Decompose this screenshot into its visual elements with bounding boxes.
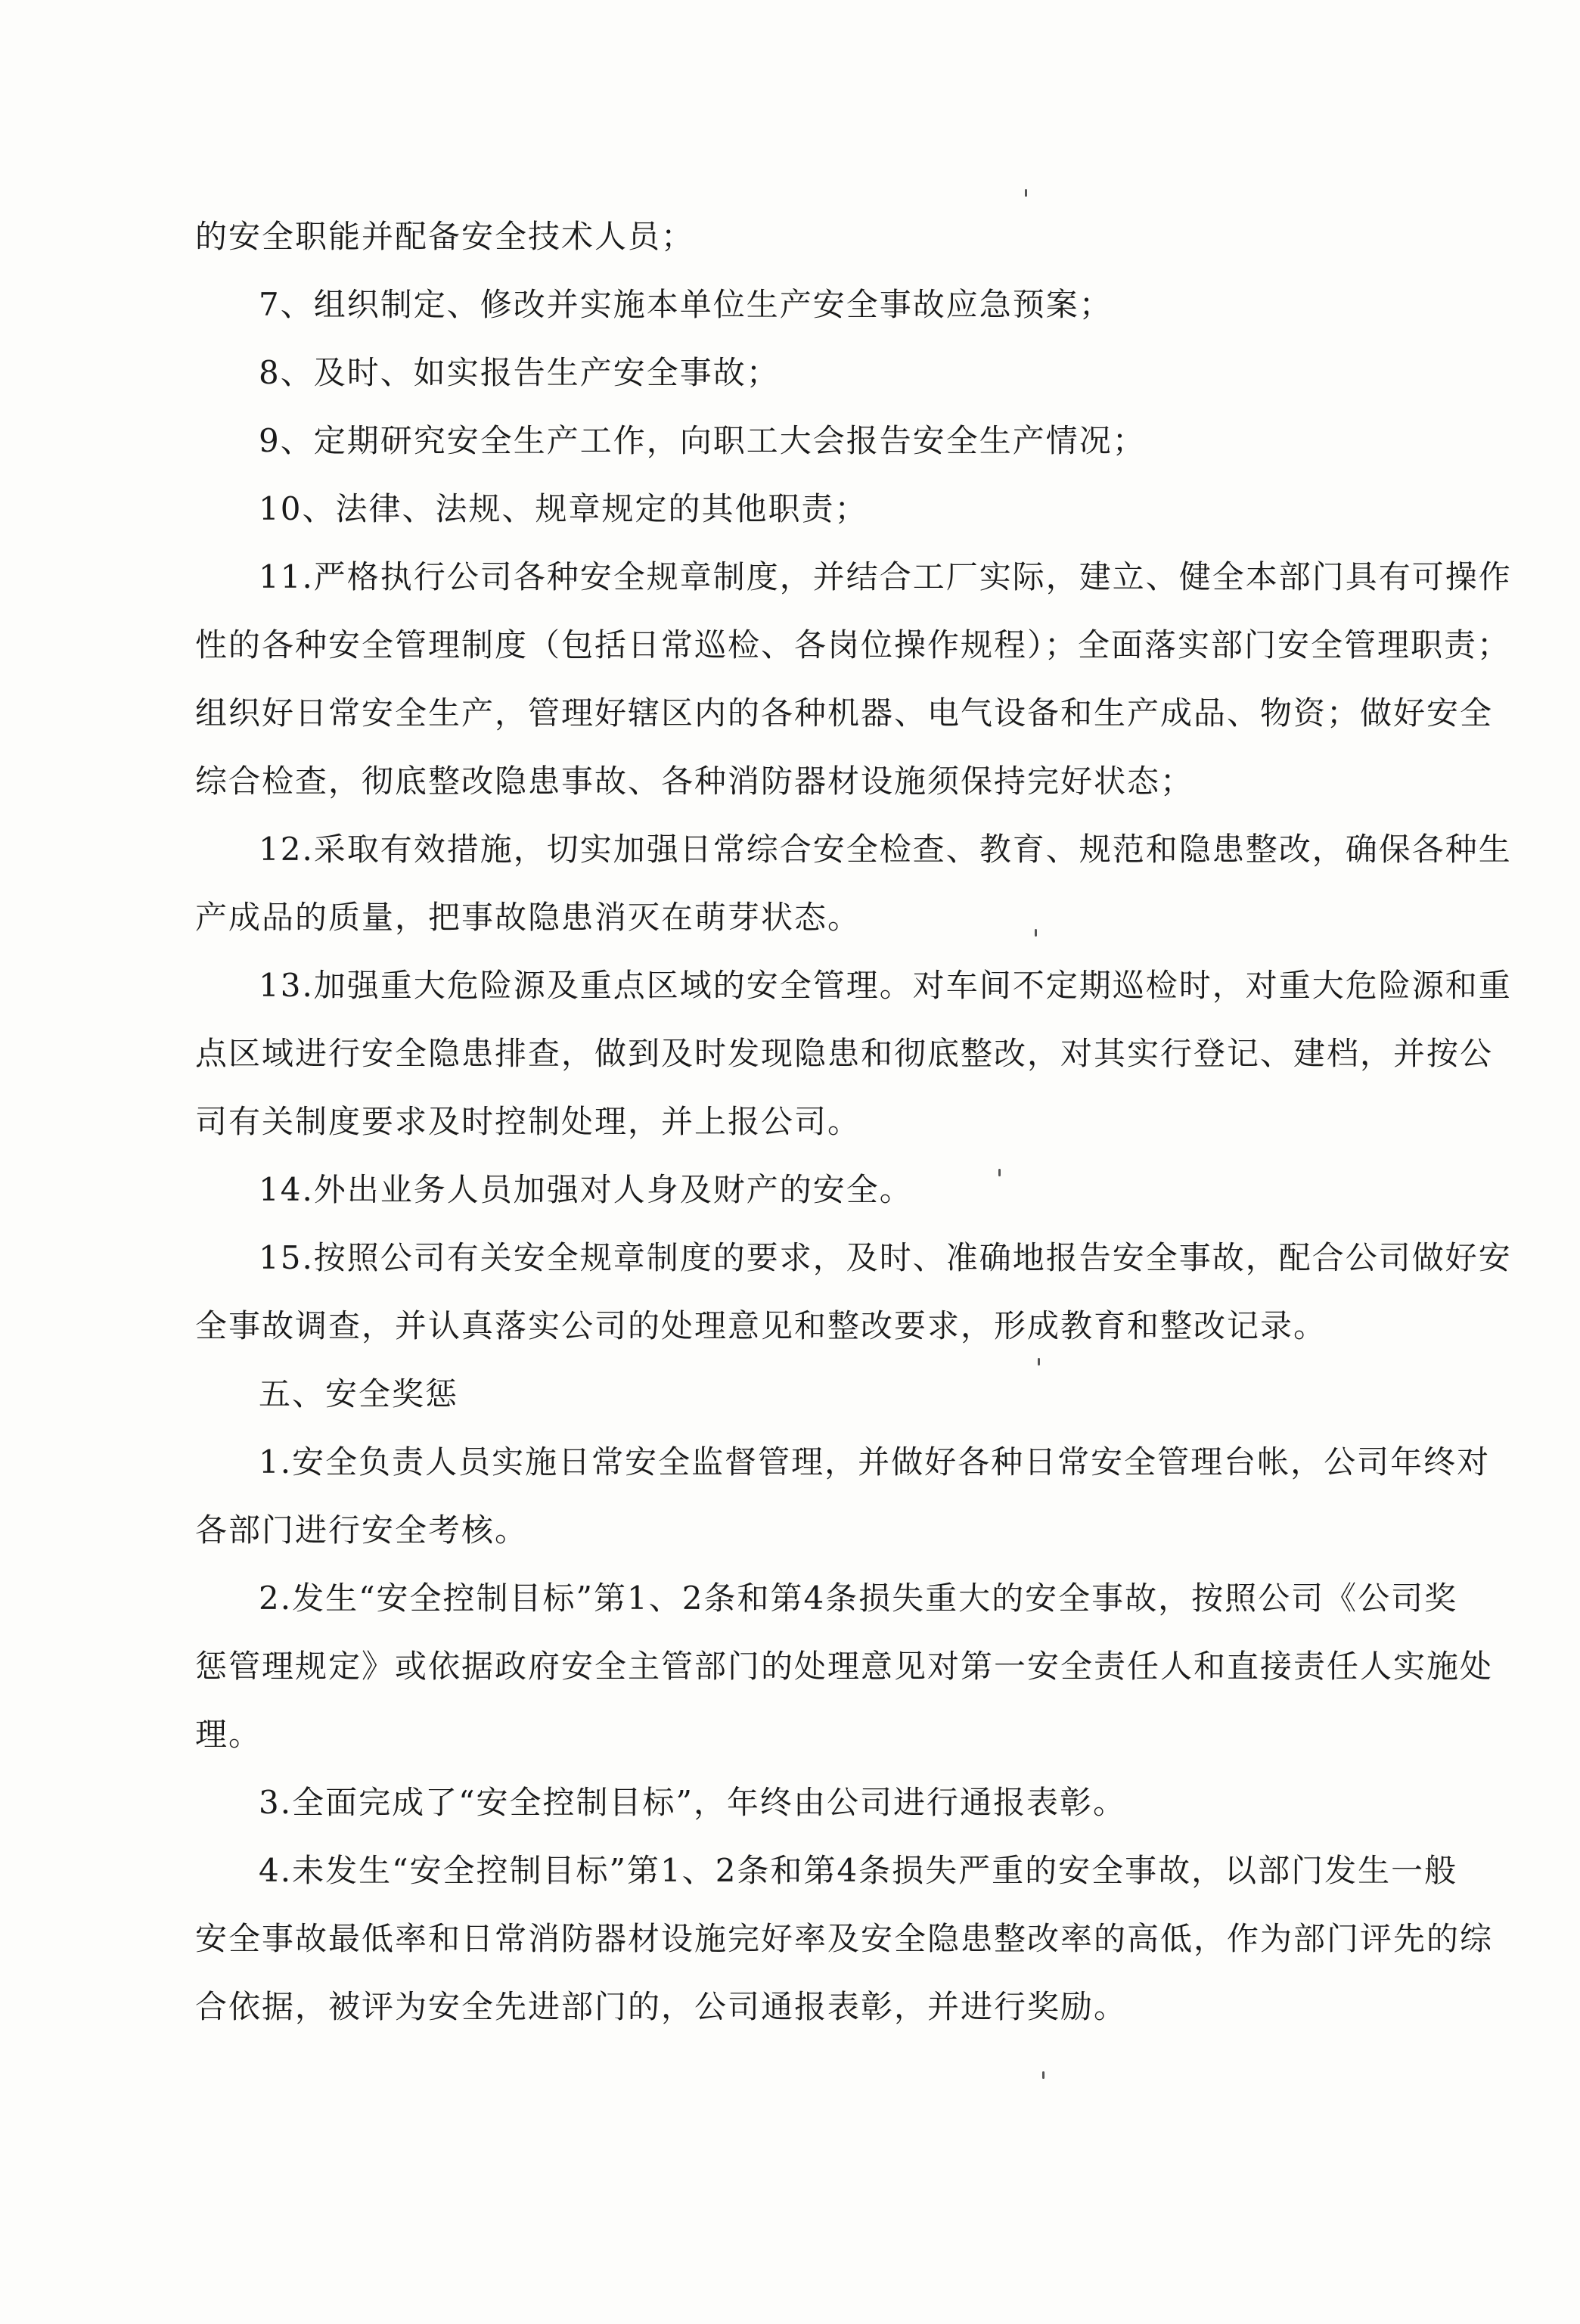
document-body — [195, 203, 1512, 2041]
text-line: 点区域进行安全隐患排查，做到及时发现隐患和彻底整改，对其实行登记、建档，并按公 — [195, 1035, 1494, 1072]
text-line: 性的各种安全管理制度（包括日常巡检、各岗位操作规程）；全面落实部门安全管理职责； — [195, 626, 1511, 663]
text-line: 理。 — [195, 1716, 262, 1753]
text-line: 8、及时、如实报告生产安全事故； — [259, 354, 780, 391]
scan-speck — [1042, 2071, 1045, 2079]
text-line: 全事故调查，并认真落实公司的处理意见和整改要求，形成教育和整改记录。 — [195, 1307, 1327, 1344]
text-line: 惩管理规定》或依据政府安全主管部门的处理意见对第一安全责任人和直接责任人实施处 — [195, 1648, 1494, 1685]
text-line: 3.全面完成了“安全控制目标”，年终由公司进行通报表彰。 — [259, 1784, 1127, 1821]
text-line: 13.加强重大危险源及重点区域的安全管理。对车间不定期巡检时，对重大危险源和重 — [259, 967, 1512, 1004]
text-line: 7、组织制定、修改并实施本单位生产安全事故应急预案； — [259, 286, 1113, 323]
text-line: 4.未发生“安全控制目标”第1、2条和第4条损失严重的安全事故，以部门发生一般 — [259, 1852, 1458, 1889]
text-line: 安全事故最低率和日常消防器材设施完好率及安全隐患整改率的高低，作为部门评先的综 — [195, 1920, 1494, 1957]
text-line: 2.发生“安全控制目标”第1、2条和第4条损失重大的安全事故，按照公司《公司奖 — [259, 1580, 1458, 1617]
text-line: 9、定期研究安全生产工作，向职工大会报告安全生产情况； — [259, 422, 1146, 459]
text-line: 10、法律、法规、规章规定的其他职责； — [259, 490, 868, 527]
text-line: 11.严格执行公司各种安全规章制度，并结合工厂实际，建立、健全本部门具有可操作 — [259, 558, 1512, 595]
text-line: 综合检查，彻底整改隐患事故、各种消防器材设施须保持完好状态； — [195, 763, 1194, 800]
text-line: 各部门进行安全考核。 — [195, 1512, 529, 1549]
scan-speck — [1035, 929, 1037, 937]
text-line: 司有关制度要求及时控制处理，并上报公司。 — [195, 1103, 861, 1140]
text-line: 的安全职能并配备安全技术人员； — [195, 218, 695, 255]
scan-speck — [1025, 189, 1027, 197]
text-line: 产成品的质量，把事故隐患消灭在萌芽状态。 — [195, 899, 861, 936]
text-line: 14.外出业务人员加强对人身及财产的安全。 — [259, 1171, 913, 1208]
scan-speck — [1038, 1358, 1040, 1366]
text-line: 组织好日常安全生产，管理好辖区内的各种机器、电气设备和生产成品、物资；做好安全 — [195, 694, 1494, 732]
text-line: 12.采取有效措施，切实加强日常综合安全检查、教育、规范和隐患整改，确保各种生 — [259, 831, 1512, 868]
text-line: 合依据，被评为安全先进部门的，公司通报表彰，并进行奖励。 — [195, 1988, 1128, 2025]
section-heading: 五、安全奖惩 — [259, 1375, 459, 1412]
text-line: 15.按照公司有关安全规章制度的要求，及时、准确地报告安全事故，配合公司做好安 — [259, 1239, 1512, 1276]
text-line: 1.安全负责人员实施日常安全监督管理，并做好各种日常安全管理台帐，公司年终对 — [259, 1443, 1491, 1480]
scan-speck — [998, 1169, 1001, 1176]
